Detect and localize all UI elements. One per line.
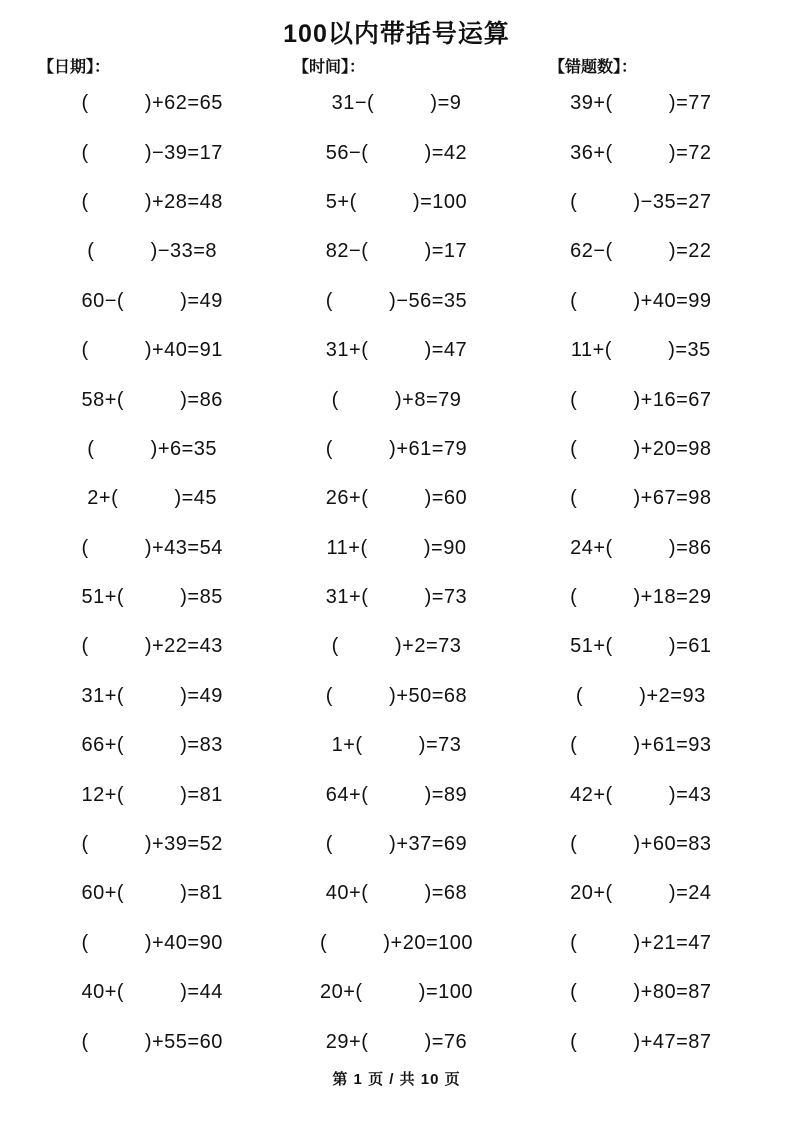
problem-expression: 40+( )=44 (81, 981, 223, 1004)
problem-expression: ( )+28=48 (81, 190, 223, 213)
problem-expression: 2+( )=45 (87, 487, 218, 510)
problem-expression: 60+( )=81 (81, 882, 223, 905)
problem-expression: ( )−35=27 (570, 190, 712, 213)
problem-expression: 66+( )=83 (81, 734, 223, 757)
problem-expression: ( )+40=91 (81, 339, 223, 362)
problem-expression: ( )+20=100 (319, 931, 473, 954)
problem-expression: 29+( )=76 (325, 1030, 468, 1053)
problem-expression: ( )−39=17 (81, 141, 223, 164)
problem-expression: ( )+18=29 (570, 586, 712, 609)
problem-expression: ( )+55=60 (81, 1030, 223, 1053)
problem-expression: ( )+22=43 (81, 635, 223, 658)
problem-expression: 36+( )=72 (570, 141, 712, 164)
problem-expression: ( )−56=35 (325, 289, 468, 312)
problem-expression: ( )+67=98 (570, 487, 712, 510)
problem-expression: 42+( )=43 (570, 783, 712, 806)
page-footer: 第 1 页 / 共 10 页 (332, 1071, 461, 1088)
meta-row (38, 54, 773, 77)
problem-expression: 31−( )=9 (331, 92, 462, 115)
problems-grid (30, 79, 763, 1067)
problem-expression: ( )+8=79 (331, 388, 462, 411)
problem-expression: 26+( )=60 (325, 487, 468, 510)
problem-expression: ( )+6=35 (87, 437, 218, 460)
problem-expression: ( )+50=68 (325, 684, 468, 707)
problem-expression: 51+( )=61 (570, 635, 712, 658)
problem-expression: ( )+20=98 (570, 437, 712, 460)
problem-expression: ( )+37=69 (325, 833, 468, 856)
problem-expression: 64+( )=89 (325, 783, 468, 806)
problem-expression: ( )+2=73 (331, 635, 462, 658)
date-label: 【日期】： (38, 59, 111, 76)
page-title: 100以内带括号运算 (283, 20, 510, 48)
problem-expression: 31+( )=73 (325, 586, 468, 609)
problem-expression: ( )+39=52 (81, 833, 223, 856)
problem-expression: 20+( )=24 (570, 882, 712, 905)
problem-expression: ( )+21=47 (570, 931, 712, 954)
problem-expression: 31+( )=49 (81, 684, 223, 707)
problem-expression: 82−( )=17 (325, 240, 468, 263)
problem-expression: 11+( )=35 (570, 339, 711, 362)
problem-expression: ( )+47=87 (570, 1030, 712, 1053)
problem-expression: ( )+16=67 (570, 388, 712, 411)
errors-label: 【错题数】： (549, 59, 638, 76)
problem-expression: 62−( )=22 (570, 240, 712, 263)
problem-expression: 12+( )=81 (81, 783, 223, 806)
problem-expression: ( )+43=54 (81, 536, 223, 559)
problem-expression: ( )+80=87 (570, 981, 712, 1004)
problem-expression: 31+( )=47 (325, 339, 468, 362)
time-label: 【时间】： (293, 59, 366, 76)
problem-expression: 24+( )=86 (570, 536, 712, 559)
problem-expression: ( )+61=79 (325, 437, 468, 460)
problem-expression: ( )+40=90 (81, 931, 223, 954)
problem-expression: 1+( )=73 (331, 734, 462, 757)
problem-expression: 11+( )=90 (326, 536, 467, 559)
problem-expression: ( )+60=83 (570, 833, 712, 856)
problem-expression: 51+( )=85 (81, 586, 223, 609)
problem-expression: ( )+61=93 (570, 734, 712, 757)
problem-expression: ( )+62=65 (81, 92, 223, 115)
problem-expression: 20+( )=100 (319, 981, 473, 1004)
problem-expression: 56−( )=42 (325, 141, 468, 164)
problem-expression: ( )−33=8 (87, 240, 218, 263)
problem-expression: 5+( )=100 (325, 190, 468, 213)
problem-expression: ( )+2=93 (575, 684, 706, 707)
problem-expression: 40+( )=68 (325, 882, 468, 905)
problem-expression: 39+( )=77 (570, 92, 712, 115)
problem-expression: ( )+40=99 (570, 289, 712, 312)
problem-expression: 58+( )=86 (81, 388, 223, 411)
problem-expression: 60−( )=49 (81, 289, 223, 312)
